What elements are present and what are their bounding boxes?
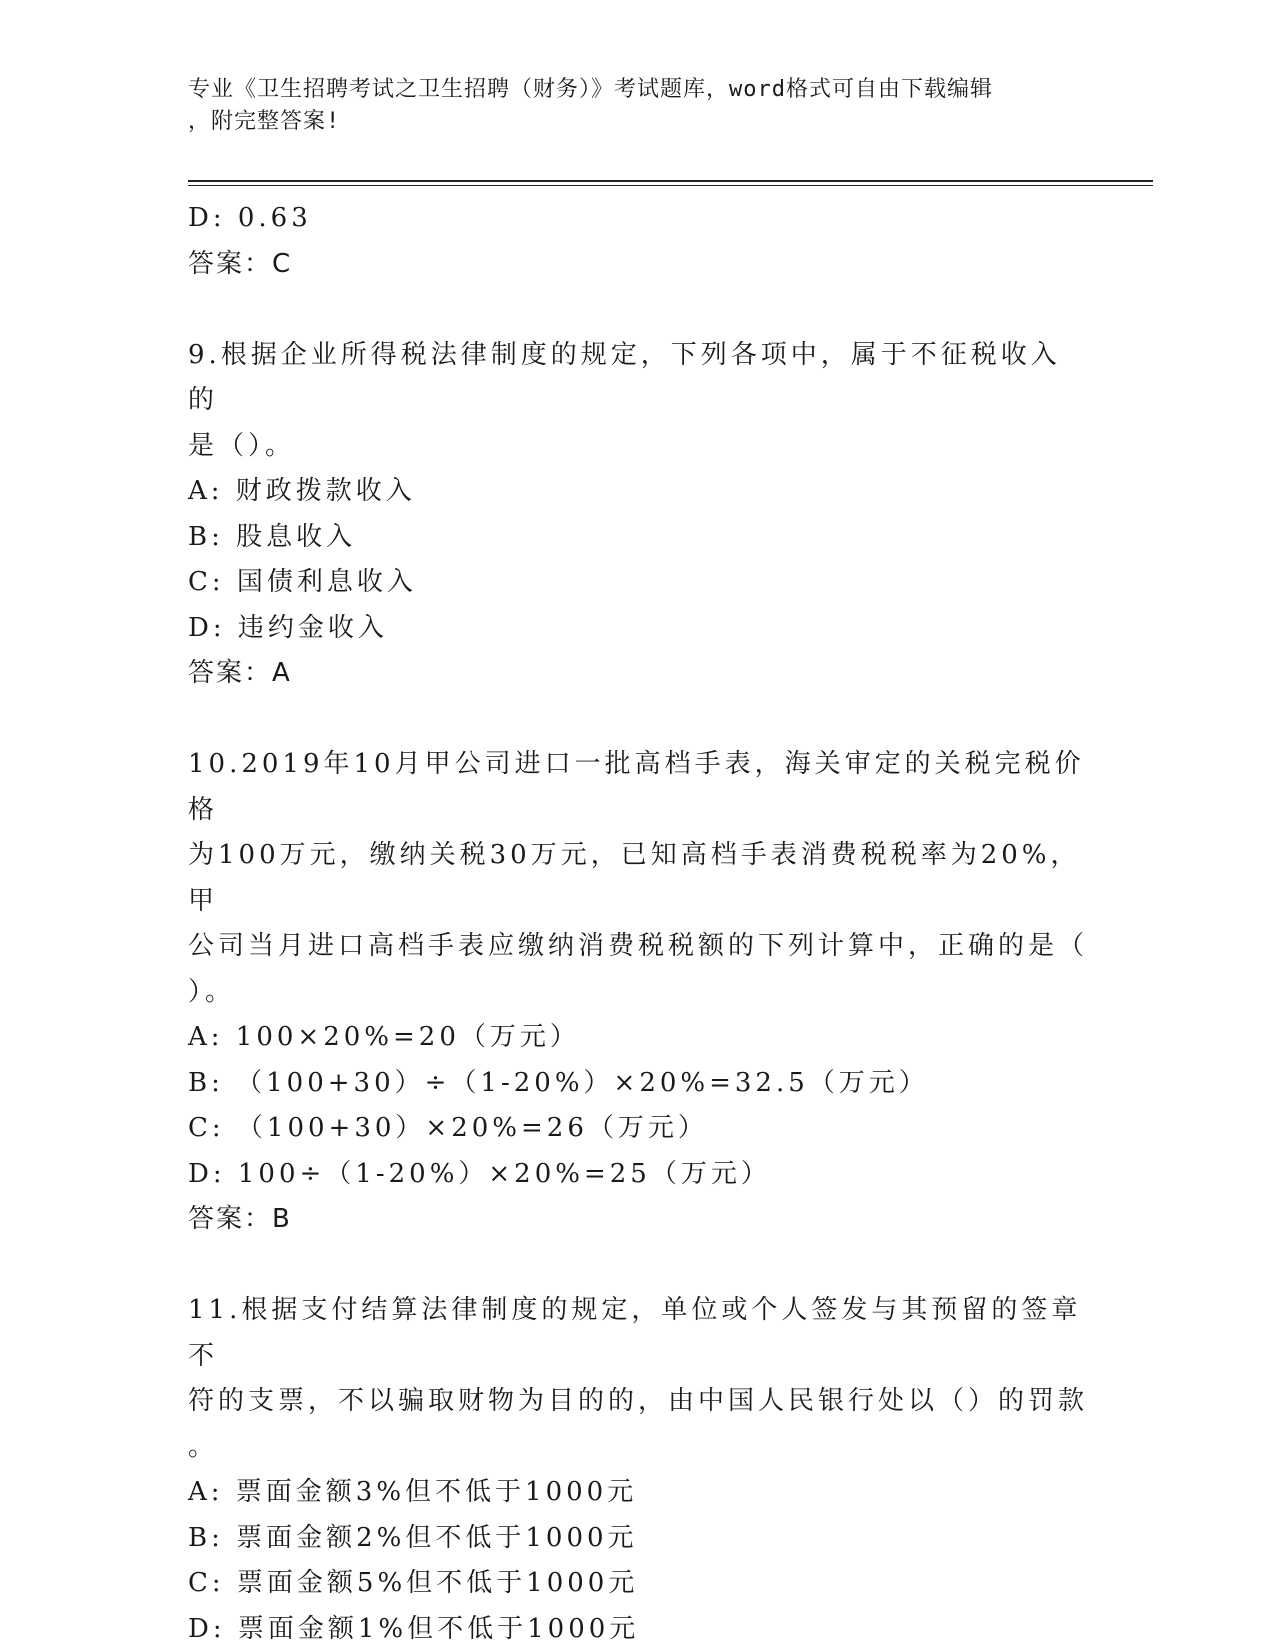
question-text-line: 是（）。 [188,424,1088,470]
option-b: B: （100+30）÷（1-20%）×20%=32.5（万元） [188,1061,1088,1107]
option-a: A: 财政拨款收入 [188,469,1088,515]
question-9 [188,333,1088,697]
option-c: C: （100+30）×20%=26（万元） [188,1106,1088,1152]
question-text-line: 9.根据企业所得税法律制度的规定，下列各项中，属于不征税收入的 [188,333,1088,424]
header-line-2: ，附完整答案! [188,106,1068,138]
answer-label: 答案：B [188,1197,1088,1243]
option-c: C: 票面金额5%但不低于1000元 [188,1561,1088,1607]
option-b: B: 股息收入 [188,515,1088,561]
option-b: B: 票面金额2%但不低于1000元 [188,1516,1088,1562]
header-divider-thick [188,180,1153,182]
question-text-line: 公司当月进口高档手表应缴纳消费税税额的下列计算中，正确的是（ [188,924,1088,970]
option-a: A: 票面金额3%但不低于1000元 [188,1470,1088,1516]
option-a: A: 100×20%=20（万元） [188,1015,1088,1061]
question-11 [188,1288,1088,1652]
answer-label: 答案：C [188,242,1088,288]
option-d: D: 票面金额1%但不低于1000元 [188,1607,1088,1652]
option-d: D: 0.63 [188,196,1088,242]
question-text-line: 10.2019年10月甲公司进口一批高档手表，海关审定的关税完税价格 [188,742,1088,833]
question-text-line: 11.根据支付结算法律制度的规定，单位或个人签发与其预留的签章不 [188,1288,1088,1379]
option-d: D: 违约金收入 [188,606,1088,652]
question-text-line: 为100万元，缴纳关税30万元，已知高档手表消费税税率为20%，甲 [188,833,1088,924]
answer-label: 答案：A [188,651,1088,697]
header-line-1: 专业《卫生招聘考试之卫生招聘（财务）》考试题库，word格式可自由下载编辑 [188,74,1068,106]
question-text-line: ）。 [188,970,1088,1016]
option-d: D: 100÷（1-20%）×20%=25（万元） [188,1152,1088,1198]
question-text-line: 。 [188,1425,1088,1471]
option-c: C: 国债利息收入 [188,560,1088,606]
question-10 [188,742,1088,1243]
previous-question-tail [188,196,1088,287]
header-divider-thin [188,185,1153,186]
document-header [188,74,1068,138]
question-text-line: 符的支票，不以骗取财物为目的的，由中国人民银行处以（）的罚款 [188,1379,1088,1425]
question-list [188,196,1088,1652]
